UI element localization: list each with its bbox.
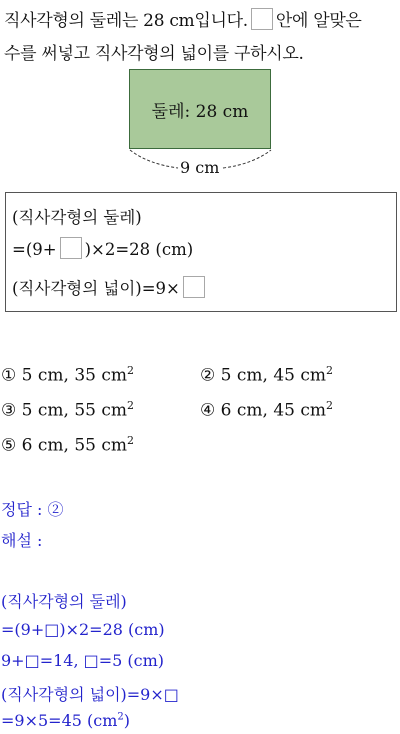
choice-3-text: 5 cm, 55 cm: [21, 400, 128, 421]
work-line-1: (직사각형의 둘레): [12, 208, 142, 227]
work-line-2: [12, 237, 193, 259]
answer-blank: [251, 8, 273, 30]
choice-1-text: 5 cm, 35 cm: [21, 365, 128, 386]
choice-5[interactable]: [1, 434, 134, 456]
explanation-line-5-text: =9×5=45 (cm: [1, 711, 118, 730]
question-line-1: [4, 6, 362, 31]
explanation-label: 해설 :: [1, 531, 43, 550]
explanation-line-5-close: ): [123, 711, 131, 730]
choice-3[interactable]: [1, 399, 134, 421]
work-line-3: [12, 275, 208, 299]
explanation-line-5: [1, 711, 130, 730]
work-line-3-a: (직사각형의 넓이)=9×: [12, 279, 180, 298]
width-label: 9 cm: [180, 158, 220, 177]
work-line-2-a: =(9+: [12, 240, 57, 259]
work-line-2-b: )×2=28 (cm): [84, 240, 194, 259]
explanation-line-5-exp: 2: [117, 711, 124, 723]
question-text-b: 안에 알맞은: [275, 11, 362, 31]
explanation-line-3: 9+□=14, □=5 (cm): [1, 651, 165, 670]
choice-2-num: ②: [200, 365, 216, 386]
explanation-line-1: (직사각형의 둘레): [1, 592, 127, 611]
question-line-2: 수를 써넣고 직사각형의 넓이를 구하시오.: [4, 44, 304, 64]
perimeter-label: 둘레: 28 cm: [151, 101, 249, 122]
choice-2-text: 5 cm, 45 cm: [220, 365, 327, 386]
explanation-line-4: (직사각형의 넓이)=9×□: [1, 685, 179, 704]
answer-label: 정답 : ②: [1, 500, 64, 519]
rectangle-figure: [129, 69, 271, 149]
blank-box-2: [183, 276, 205, 298]
choice-4-text: 6 cm, 45 cm: [220, 400, 327, 421]
choice-2-exp: 2: [326, 364, 334, 377]
choice-1-num: ①: [1, 365, 17, 386]
choice-5-exp: 2: [127, 434, 135, 447]
choice-1-exp: 2: [127, 364, 135, 377]
choice-3-num: ③: [1, 400, 17, 421]
choice-3-exp: 2: [127, 399, 135, 412]
choice-2[interactable]: [200, 364, 333, 386]
choice-5-text: 6 cm, 55 cm: [21, 435, 128, 456]
choice-4-exp: 2: [326, 399, 334, 412]
question-text-a: 직사각형의 둘레는 28 cm입니다.: [4, 11, 248, 31]
choice-4-num: ④: [200, 400, 216, 421]
explanation-line-2: =(9+□)×2=28 (cm): [1, 620, 165, 639]
choice-1[interactable]: [1, 364, 134, 386]
choice-5-num: ⑤: [1, 435, 17, 456]
choice-4[interactable]: [200, 399, 333, 421]
blank-box-1: [60, 237, 82, 259]
